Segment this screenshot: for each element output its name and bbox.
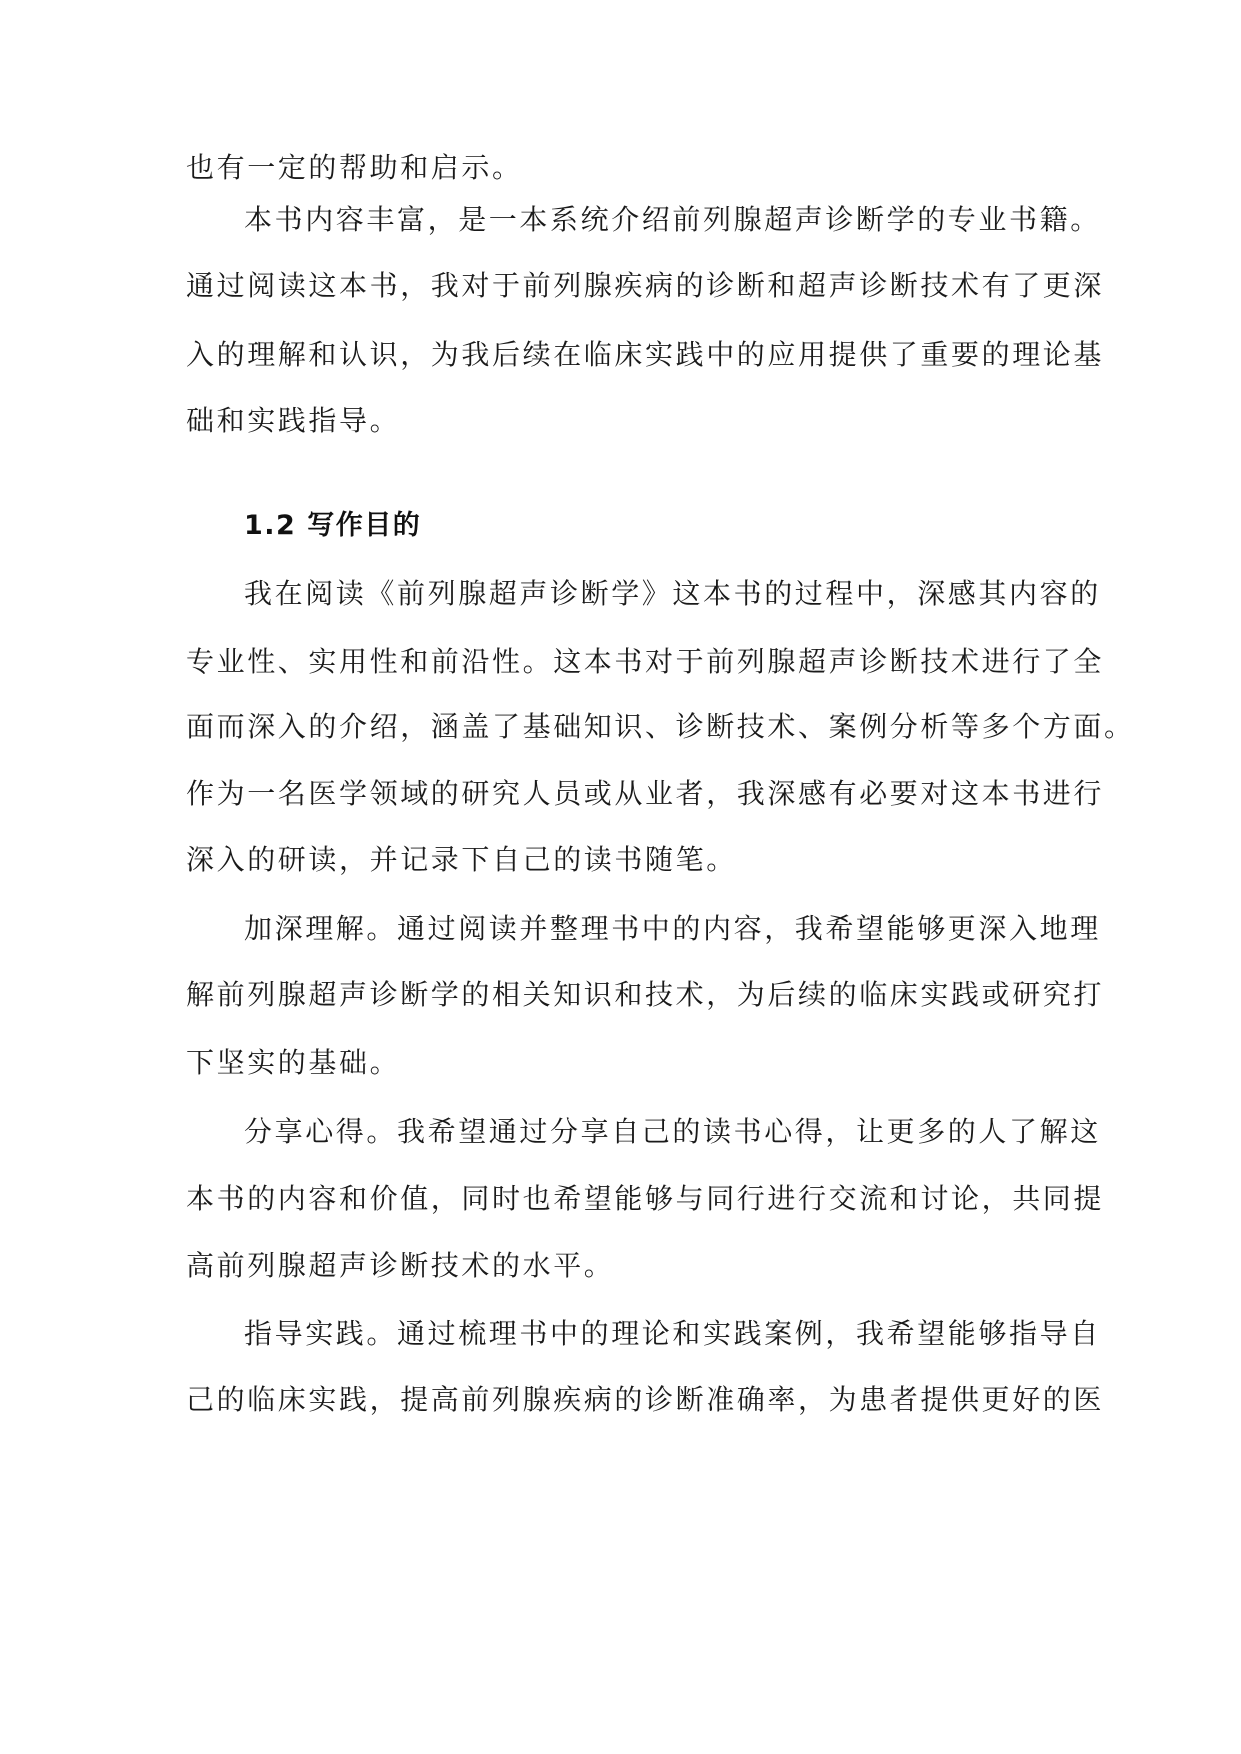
paragraph-line: 己的临床实践，提高前列腺疾病的诊断准确率，为患者提供更好的医 [186,1383,1105,1416]
paragraph-line: 入的理解和认识，为我后续在临床实践中的应用提供了重要的理论基 [186,338,1105,371]
paragraph-line: 加深理解。通过阅读并整理书中的内容，我希望能够更深入地理 [244,912,1101,945]
paragraph-line: 高前列腺超声诊断技术的水平。 [186,1249,615,1282]
paragraph-line: 下坚实的基础。 [186,1046,401,1079]
paragraph-line: 指导实践。通过梳理书中的理论和实践案例，我希望能够指导自 [244,1317,1101,1350]
paragraph-line: 础和实践指导。 [186,404,401,437]
paragraph-line: 本书内容丰富，是一本系统介绍前列腺超声诊断学的专业书籍。 [244,203,1101,236]
paragraph-line: 面而深入的介绍，涵盖了基础知识、诊断技术、案例分析等多个方面。 [186,710,1135,743]
paragraph-line: 通过阅读这本书，我对于前列腺疾病的诊断和超声诊断技术有了更深 [186,269,1105,302]
paragraph-line: 本书的内容和价值，同时也希望能够与同行进行交流和讨论，共同提 [186,1182,1105,1215]
paragraph-line: 深入的研读，并记录下自己的读书随笔。 [186,843,737,876]
paragraph-line: 我在阅读《前列腺超声诊断学》这本书的过程中，深感其内容的 [244,577,1101,610]
paragraph-line: 解前列腺超声诊断学的相关知识和技术，为后续的临床实践或研究打 [186,978,1105,1011]
section-heading: 1.2 写作目的 [244,510,422,541]
paragraph-line: 专业性、实用性和前沿性。这本书对于前列腺超声诊断技术进行了全 [186,645,1105,678]
paragraph-line: 也有一定的帮助和启示。 [186,151,523,184]
paragraph-line: 分享心得。我希望通过分享自己的读书心得，让更多的人了解这 [244,1115,1101,1148]
paragraph-line: 作为一名医学领域的研究人员或从业者，我深感有必要对这本书进行 [186,777,1105,810]
